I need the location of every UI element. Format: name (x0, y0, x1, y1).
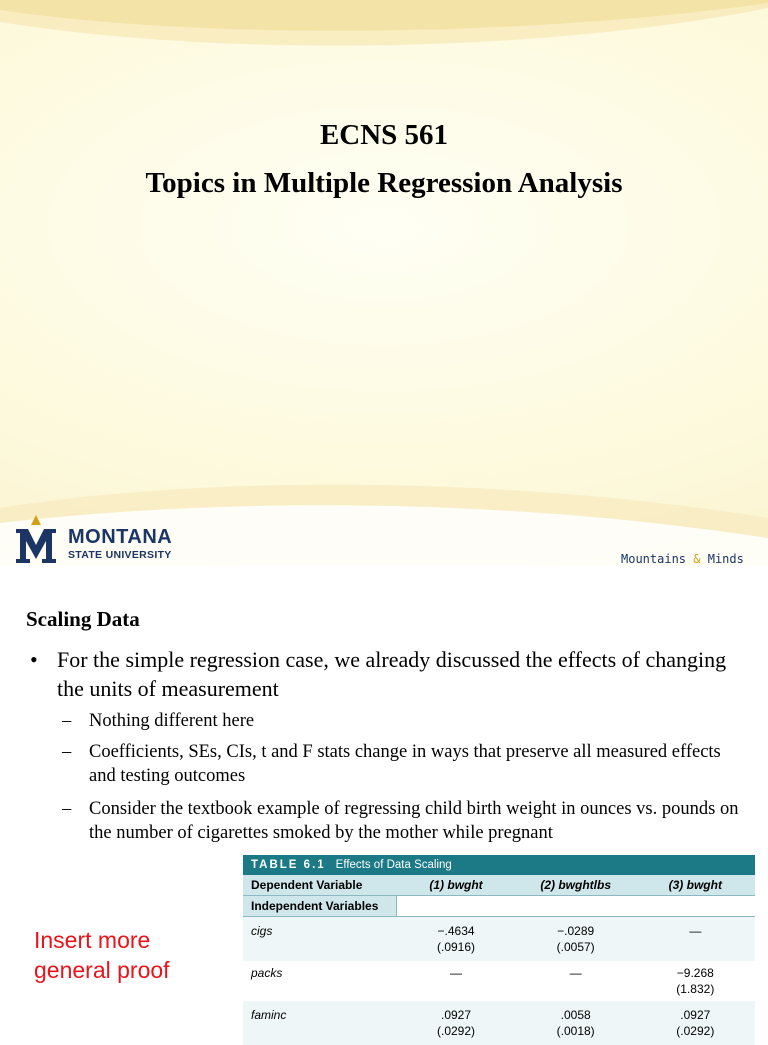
header-col1: (1) bwght (396, 875, 515, 896)
cell-coefficient (396, 917, 515, 962)
cell-coefficient (396, 961, 515, 1001)
bullet-text: For the simple regression case, we already discussed the effects of changing the units of measurement (57, 647, 727, 701)
course-name-title: Topics in Multiple Regression Analysis (145, 167, 623, 199)
standard-error: (.0018) (556, 1024, 595, 1038)
coefficient-value: — (689, 924, 702, 938)
coefficient-value: — (450, 966, 463, 980)
tagline-ampersand: & (693, 552, 701, 565)
coefficient-value: .0927 (441, 1008, 472, 1022)
standard-error: (1.832) (676, 982, 715, 996)
cell-coefficient (636, 917, 755, 962)
coefficient-value: −.4634 (437, 924, 475, 938)
subbullet-item (62, 709, 742, 733)
content-slide (0, 565, 768, 1038)
msu-logo (14, 515, 204, 565)
standard-error: (.0916) (437, 940, 476, 954)
header-col3: (3) bwght (636, 875, 755, 896)
header-dependent-variable: Dependent Variable (243, 875, 396, 896)
coefficient-value: −.0289 (557, 924, 595, 938)
subbullet-item (62, 797, 742, 845)
logo-text-montana: MONTANA (68, 526, 173, 548)
slide-heading: Scaling Data (26, 607, 140, 631)
table-caption: Effects of Data Scaling (335, 859, 452, 871)
tagline-mountains: Mountains (621, 552, 687, 565)
tagline (621, 552, 744, 565)
row-variable-name: packs (243, 961, 396, 1001)
logo-text-state-university: STATE UNIVERSITY (68, 549, 172, 561)
cell-coefficient (516, 961, 636, 1001)
table-subheader-row (243, 896, 755, 917)
cell-coefficient (636, 961, 755, 1001)
table-row (243, 917, 755, 962)
bullet-item (30, 645, 750, 703)
insert-proof-note: Insert more general proof (34, 927, 170, 983)
top-swoosh-decoration (0, 0, 768, 60)
dash-marker: – (62, 742, 72, 762)
cell-coefficient (516, 917, 636, 962)
table-label: TABLE 6.1 (251, 859, 326, 871)
bullet-marker: • (30, 647, 38, 672)
header-col2: (2) bwghtlbs (516, 875, 636, 896)
subbullet-text: Nothing different here (89, 711, 255, 731)
table-header-row (243, 875, 755, 896)
standard-error: (.0057) (556, 940, 595, 954)
coefficient-value: .0927 (680, 1008, 711, 1022)
msu-m-emblem-icon (14, 515, 58, 565)
subbullet-text: Coefficients, SEs, CIs, t and F stats change in ways that preserve all measured effects and testing outcomes (89, 742, 721, 786)
subbullet-item (62, 740, 742, 788)
subheader-empty (396, 896, 755, 917)
table-row (243, 961, 755, 1001)
tagline-minds: Minds (707, 552, 744, 565)
table-body (243, 875, 755, 1045)
standard-error: (.0292) (676, 1024, 715, 1038)
data-scaling-table (243, 855, 755, 1045)
table-row (243, 1001, 755, 1045)
coefficient-value: −9.268 (676, 966, 714, 980)
row-variable-name: faminc (243, 1001, 396, 1045)
table-title-bar (243, 855, 755, 875)
standard-error: (.0292) (437, 1024, 476, 1038)
row-variable-name: cigs (243, 917, 396, 962)
subbullet-text: Consider the textbook example of regressing child birth weight in ounces vs. pounds on the number of cigarettes smoked by the mother while pregnant (89, 799, 739, 843)
cell-coefficient (636, 1001, 755, 1045)
cell-coefficient (396, 1001, 515, 1045)
coefficient-value: — (569, 966, 582, 980)
cell-coefficient (516, 1001, 636, 1045)
dash-marker: – (62, 711, 72, 731)
header-independent-variables: Independent Variables (243, 896, 396, 917)
course-code-title: ECNS 561 (319, 119, 449, 151)
dash-marker: – (62, 799, 72, 819)
coefficient-value: .0058 (560, 1008, 591, 1022)
